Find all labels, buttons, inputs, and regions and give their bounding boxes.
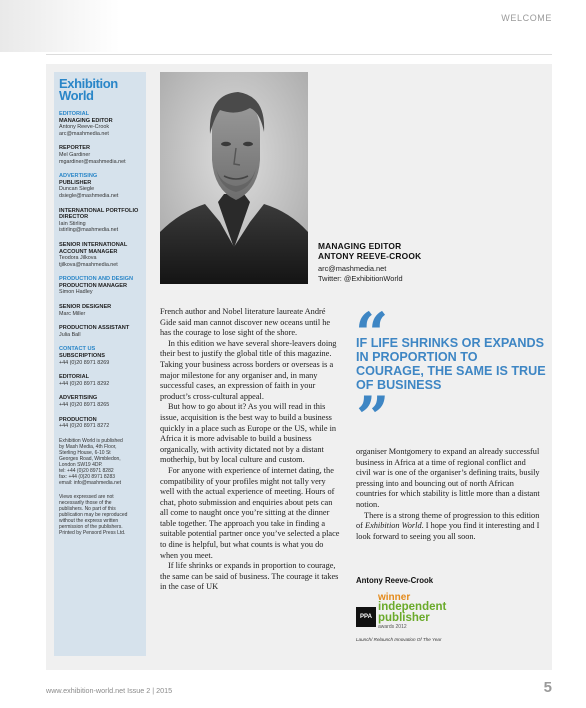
masthead-role: PRODUCTION [59,416,97,423]
magazine-logo [59,78,141,102]
masthead-sidebar [54,72,146,656]
signature: Antony Reeve-Crook [356,576,434,585]
disclaimer-line: permission of the publishers. [59,523,123,530]
disclaimer-line: necessarily those of the [59,499,112,506]
publisher-info-line: Georges Road, Wimbledon, [59,455,121,462]
award-caption: Launch/ Relaunch Innovation Of The Year [356,637,442,642]
masthead-block [59,276,141,296]
masthead-role: SUBSCRIPTIONS [59,353,105,360]
masthead-role: REPORTER [59,145,91,152]
disclaimer-line: publishers. No part of this [59,505,116,512]
masthead-section-heading: CONTACT US [59,346,96,353]
masthead-block [59,242,141,268]
editor-portrait-image [160,72,308,284]
award-year: awards 2012 [378,624,407,630]
editor-role: MANAGING EDITOR [318,241,402,251]
award-winner: winner [378,592,411,603]
masthead-role: PUBLISHER [59,179,92,186]
paragraph: But how to go about it? As you will read in this issue, acquisition is the best way to build a business quickly in a place such as Europe or the US, while in Africa it is more advisable to build a business organically, with activity dictated not by a distant motherhip, but by local culture and custom. [160,402,337,465]
masthead-section-heading: PRODUCTION AND DESIGN [59,276,134,283]
editor-credit [318,241,518,284]
masthead-role: EDITORIAL [59,374,90,381]
masthead-role: PRODUCTION MANAGER [59,282,128,289]
masthead-role: SENIOR INTERNATIONAL ACCOUNT MANAGER [59,241,128,255]
masthead-email[interactable]: dsiegle@mashmedia.net [59,192,119,199]
close-quote-icon: ” [356,384,390,452]
publisher-info [59,438,141,486]
publisher-info-line: Exhibition World is published [59,437,123,444]
open-quote-icon: “ [355,300,389,368]
masthead-block [59,173,141,199]
publisher-info-line: by Mash Media, 4th Floor, [59,443,117,450]
masthead-block [59,145,141,165]
publisher-info-line: Sterling House, 6-10 St [59,449,111,456]
masthead-block [59,208,141,234]
masthead-block [59,111,141,137]
page-number: 5 [543,679,552,696]
editor-contact [318,264,518,284]
editor-name: ANTONY REEVE-CROOK [318,251,422,261]
section-label: WELCOME [501,13,552,23]
masthead-blocks [59,111,141,430]
disclaimer-line: Views expressed are not [59,493,114,500]
masthead-block [59,346,141,366]
disclaimer-line: without the express written [59,517,119,524]
publisher-info-line: fax: +44 (0)20 8971 8283 [59,473,116,480]
masthead-block [59,325,141,338]
logo-line-1: Exhibition [59,76,118,91]
masthead-detail: Teodora Jilkova [59,255,97,262]
masthead-detail: Julia Ball [59,331,81,338]
masthead-section-heading: ADVERTISING [59,173,98,180]
masthead-detail: +44 (0)20 8971 8292 [59,380,110,387]
paragraph: For anyone with experience of internet dating, the compatibility of your profiles might not tally very well with the actual experience of meeting. Hours of chat, photo submission and enquiries about pets can all come to naught once you’re sitting at the dinner table together. The approach you take in finding a suitable potential partner once you’ve selected a place to dine is helpful, but what counts is what you do when you meet. [160,465,340,560]
masthead-detail: +44 (0)20 8971 8265 [59,402,110,408]
paragraph: There is a strong theme of progression to this edition of Exhibition World. I hope you find it interesting and I look forward to seeing you all soon. [356,510,540,541]
editor-email[interactable]: arc@mashmedia.net [318,264,387,273]
masthead-detail: Marc Miller [59,310,86,317]
masthead-email[interactable]: tjilkova@mashmedia.net [59,261,118,268]
ppa-logo: PPA [356,607,376,627]
disclaimer [59,494,141,536]
publisher-info-line: London SW19 4DP. [59,461,103,468]
paragraph: French author and Nobel literature laureate André Gide said man cannot discover new oceans until he has the courage to lose sight of the shore. [160,307,331,338]
masthead-block [59,417,141,430]
logo-line-2: World [59,88,94,103]
header-band [0,0,586,52]
masthead-role: MANAGING EDITOR [59,117,113,124]
pull-quote: IF LIFE SHRINKS OR EXPANDS IN PROPORTION TO COURAGE, THE SAME IS TRUE OF BUSINESS [356,336,546,392]
editor-twitter[interactable]: Twitter: @ExhibitionWorld [318,274,403,283]
masthead-block [59,374,141,387]
masthead-detail: +44 (0)20 8971 8269 [59,359,110,366]
masthead-block [59,304,141,317]
masthead-section-heading: EDITORIAL [59,111,90,117]
masthead-detail: Mel Gardiner [59,151,91,158]
masthead-role: INTERNATIONAL PORTFOLIO DIRECTOR [59,207,139,221]
masthead-detail: Antony Reeve-Crook [59,124,110,131]
masthead-role: PRODUCTION ASSISTANT [59,325,130,332]
award-title: independent publisher [378,601,447,624]
masthead-detail: Simon Hadley [59,289,93,296]
masthead-email[interactable]: istirling@mashmedia.net [59,227,119,234]
masthead-email[interactable]: mgardiner@mashmedia.net [59,158,126,165]
disclaimer-line: Printed by Pensord Press Ltd. [59,529,126,536]
masthead-detail: Duncan Siegle [59,186,95,193]
masthead-role: SENIOR DESIGNER [59,304,112,311]
masthead-detail: +44 (0)20 8971 8272 [59,423,110,430]
masthead-role: ADVERTISING [59,395,98,402]
article-column-left [160,307,340,593]
header-divider [46,54,552,55]
header-fade [0,0,120,52]
paragraph: In this edition we have several shore-leavers doing their best to justify the global title of this magazine. Taking your business across borders or overseas is a major milestone for any organiser and, in many successful cases, an expression of faith in your product’s cross-cultural appeal. [160,338,337,401]
article-column-right [356,447,542,542]
masthead-block [59,395,141,408]
magazine-title: Exhibition World [365,521,422,531]
disclaimer-line: publication may be reproduced [59,511,128,518]
publisher-info-line: tel: +44 (0)20 8971 8282 [59,467,114,474]
paragraph: organiser Montgomery to expand an already successful business in Africa at a time of regional conflict and civil war is one of the organiser’s defining traits, busily pressing into and bouncing out of north African countries for which stability is little more than a distant notion. [356,447,540,509]
editor-photo [160,72,308,284]
award-badge [356,593,506,645]
masthead-detail: Iain Stirling [59,220,86,227]
paragraph: If life shrinks or expands in proportion to courage, the same can be said of business. The courage it takes in the case of UK [160,561,339,592]
masthead-email[interactable]: arc@mashmedia.net [59,130,109,137]
footer-url-issue: www.exhibition-world.net Issue 2 | 2015 [46,686,173,695]
publisher-info-line: email: info@mashmedia.net [59,479,122,486]
